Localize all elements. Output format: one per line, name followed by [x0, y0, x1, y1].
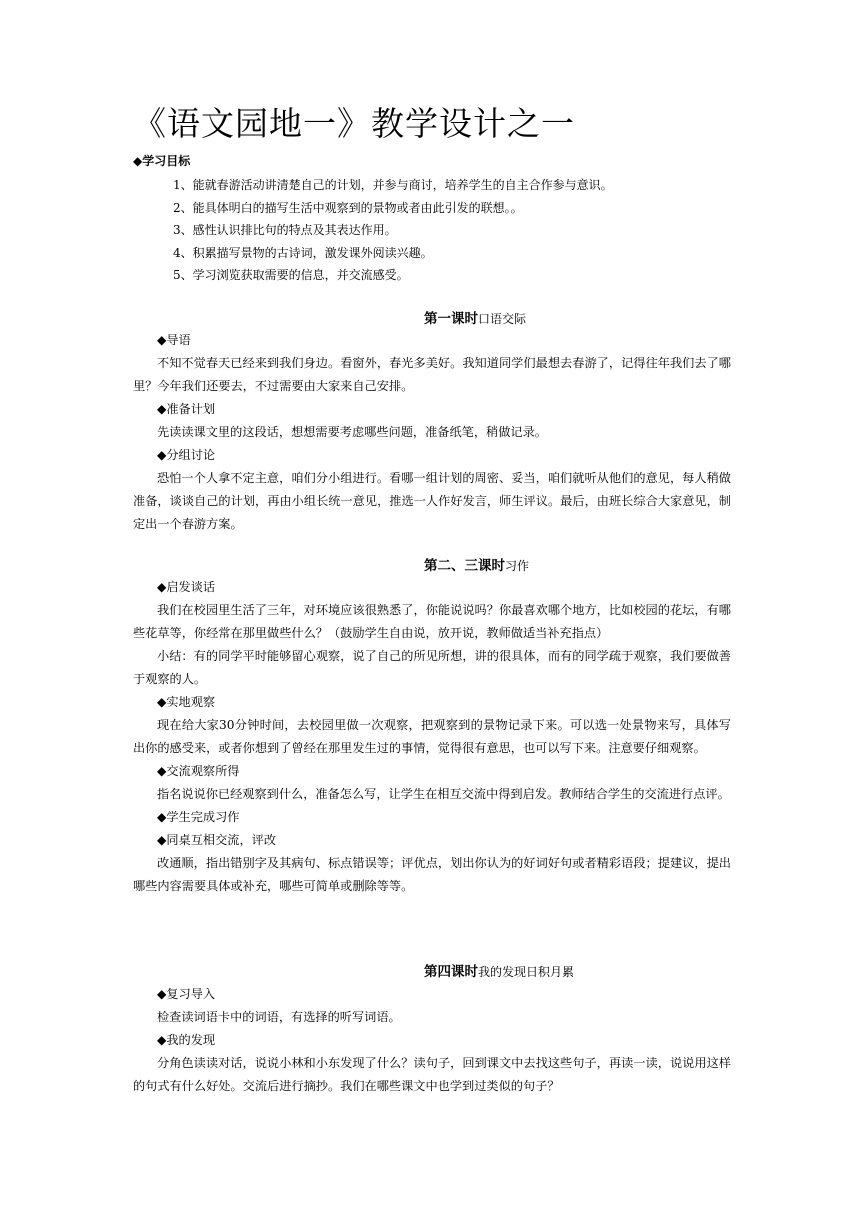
lesson1-bullet: ◆导语 [157, 333, 191, 347]
lesson4-heading-sub: 我的发现日积月累 [478, 965, 575, 979]
lesson1-paragraph: 不知不觉春天已经来到我们身边。看窗外，春光多美好。我知道同学们最想去春游了，记得往年我们去了哪里？今年我们还要去，不过需要由大家来自己安排。 [133, 356, 731, 393]
goal-item: 4、积累描写景物的古诗词，激发课外阅读兴趣。 [173, 245, 433, 260]
lesson23-paragraph: 改通顺，指出错别字及其病句、标点错误等；评优点，划出你认为的好词好句或者精彩语段；提建议，提出哪些内容需要具体或补充，哪些可简单或删除等等。 [133, 856, 731, 893]
goal-item: 1、能就春游活动讲清楚自己的计划，并参与商讨，培养学生的自主合作参与意识。 [173, 178, 613, 192]
lesson4-bullet: ◆复习导入 [157, 987, 216, 1001]
lesson1-bullet: ◆分组讨论 [157, 448, 216, 462]
lesson4-bullet: ◆我的发现 [157, 1033, 216, 1047]
goals-label: ◆学习目标 [133, 154, 191, 168]
lesson4-heading-bold: 第四课时 [424, 964, 478, 980]
lesson23-heading [424, 557, 529, 575]
lesson23-bullet: ◆实地观察 [157, 695, 216, 709]
lesson23-body [133, 576, 731, 898]
lesson1-heading [424, 310, 526, 328]
lesson4-paragraph: 分角色读读对话，说说小林和小东发现了什么？读句子，回到课文中去找这些句子，再读一读，说说用这样的句式有什么好处。交流后进行摘抄。我们在哪些课文中也学到过类似的句子？ [133, 1056, 731, 1093]
lesson4-body [133, 983, 731, 1098]
lesson1-bullet: ◆准备计划 [157, 402, 216, 416]
goal-item: 3、感性认识排比句的特点及其表达作用。 [173, 223, 397, 237]
lesson1-heading-bold: 第一课时 [424, 311, 478, 327]
lesson1-body [133, 329, 731, 536]
goal-item: 5、学习浏览获取需要的信息，并交流感受。 [173, 268, 409, 282]
lesson1-heading-sub: 口语交际 [478, 312, 527, 326]
goal-item: 2、能具体明白的描写生活中观察到的景物或者由此引发的联想。。 [173, 200, 523, 215]
lesson23-bullet: ◆同桌互相交流，评改 [157, 833, 277, 847]
document-title: 《语文园地一》教学设计之一 [133, 104, 575, 143]
lesson23-paragraph: 我们在校园里生活了三年，对环境应该很熟悉了，你能说说吗？你最喜欢哪个地方，比如校园的花坛，有哪些花草等，你经常在那里做些什么？（鼓励学生自由说，放开说，教师做适当补充指点） [133, 603, 731, 640]
lesson23-bullet: ◆学生完成习作 [157, 810, 240, 824]
lesson23-paragraph: 现在给大家30分钟时间，去校园里做一次观察，把观察到的景物记录下来。可以选一处景物来写，具体写出你的感受来，或者你想到了曾经在那里发生过的事情，觉得很有意思，也可以写下来。注意要仔细观察。 [133, 718, 731, 755]
lesson23-heading-sub: 习作 [505, 559, 530, 573]
lesson1-paragraph: 先读读课文里的这段话，想想需要考虑哪些问题，准备纸笔，稍做记录。 [157, 425, 547, 439]
goals-list [173, 174, 613, 287]
lesson23-paragraph: 指名说说你已经观察到什么，准备怎么写，让学生在相互交流中得到启发。教师结合学生的交流进行点评。 [157, 787, 730, 801]
lesson1-paragraph: 恐怕一个人拿不定主意，咱们分小组进行。看哪一组计划的周密、妥当，咱们就听从他们的意见，每人稍做准备，谈谈自己的计划，再由小组长统一意见，推选一人作好发言，师生评议。最后，由班长综合大家意见，制定出一个春游方案。 [133, 471, 731, 531]
lesson23-paragraph: 小结：有的同学平时能够留心观察，说了自己的所见所想，讲的很具体，而有的同学疏于观察，我们要做善于观察的人。 [133, 649, 731, 686]
lesson4-heading [424, 963, 574, 981]
lesson23-heading-bold: 第二、三课时 [424, 558, 505, 574]
lesson23-bullet: ◆启发谈话 [157, 580, 216, 594]
lesson23-bullet: ◆交流观察所得 [157, 764, 240, 778]
lesson4-paragraph: 检查读词语卡中的词语，有选择的听写词语。 [157, 1010, 401, 1024]
